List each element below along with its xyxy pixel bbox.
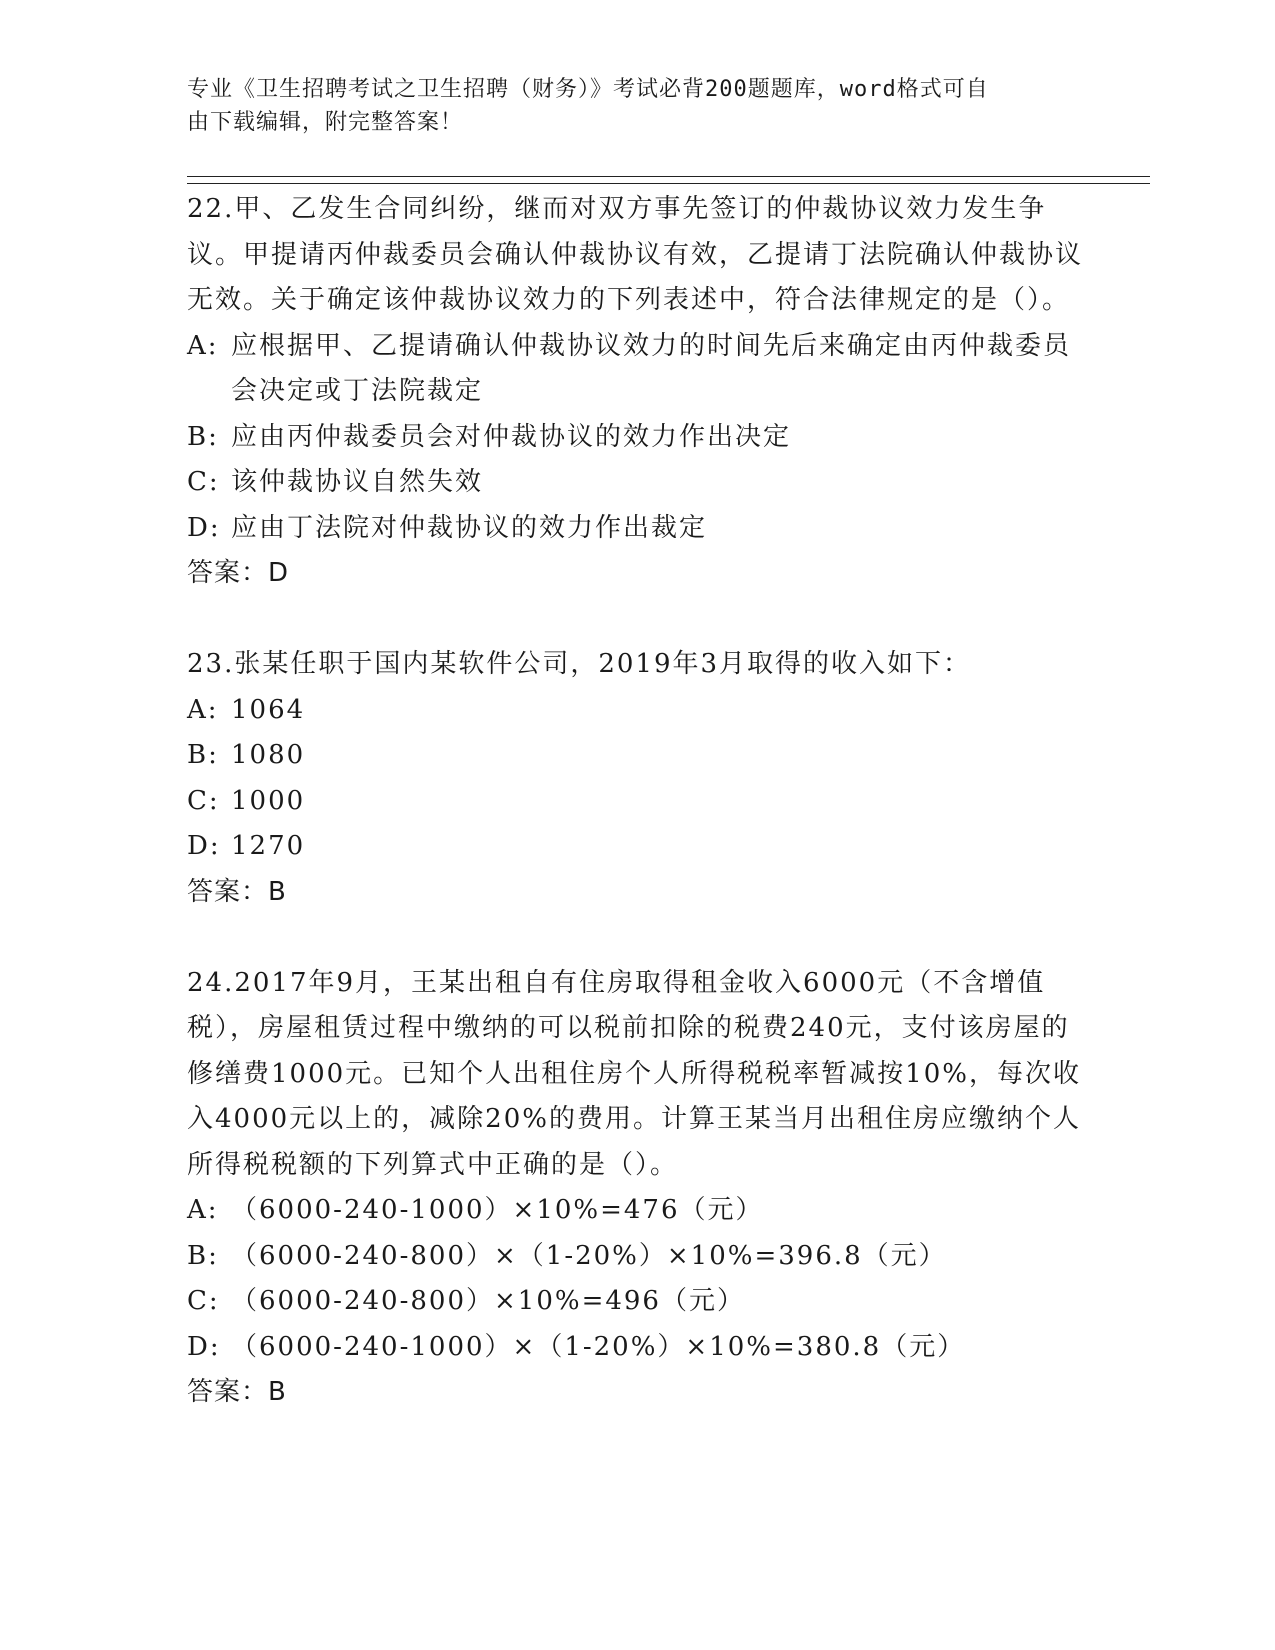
option-d [187, 1325, 1087, 1371]
spacer [187, 915, 1087, 961]
option-text: 1270 [231, 831, 306, 861]
option-key: A: [187, 694, 219, 725]
question-23 [187, 642, 1087, 915]
option-c [187, 1279, 1087, 1325]
spacer [187, 597, 1087, 643]
option-d [187, 824, 1087, 870]
option-key: B: [187, 740, 219, 770]
answer-line: 答案：B [187, 876, 287, 907]
question-list [187, 187, 1087, 1416]
option-text: （6000-240-800）×（1-20%）×10%=396.8（元） [231, 1240, 947, 1271]
header-divider-top [187, 176, 1150, 177]
option-text: （6000-240-1000）×10%=476（元） [231, 1195, 764, 1225]
option-key: D: [187, 1331, 221, 1362]
option-text: （6000-240-800）×10%=496（元） [231, 1286, 745, 1316]
option-text: 应根据甲、乙提请确认仲裁协议效力的时间先后来确定由丙仲裁委员会决定或丁法院裁定 [231, 330, 1072, 406]
option-text: 1064 [231, 694, 306, 725]
option-text: （6000-240-1000）×（1-20%）×10%=380.8（元） [231, 1331, 966, 1362]
question-stem: 22.甲、乙发生合同纠纷，继而对双方事先签订的仲裁协议效力发生争议。甲提请丙仲裁委员会确认仲裁协议有效，乙提请丁法院确认仲裁协议无效。关于确定该仲裁协议效力的下列表述中，符合法律规定的是（）。 [187, 194, 1084, 315]
option-key: C: [187, 1286, 220, 1316]
option-text: 该仲裁协议自然失效 [231, 467, 484, 497]
option-text: 应由丙仲裁委员会对仲裁协议的效力作出决定 [231, 421, 792, 452]
option-key: D: [187, 831, 221, 861]
header-divider-bottom [187, 183, 1150, 184]
option-c [187, 460, 1087, 506]
option-key: A: [187, 1195, 219, 1225]
option-key: B: [187, 1240, 219, 1271]
option-key: C: [187, 467, 220, 497]
option-text: 1000 [231, 785, 306, 816]
option-key: C: [187, 785, 220, 816]
option-text: 应由丁法院对仲裁协议的效力作出裁定 [231, 512, 708, 543]
option-key: A: [187, 330, 219, 361]
option-b [187, 1234, 1087, 1280]
question-stem: 24.2017年9月，王某出租自有住房取得租金收入6000元（不含增值税），房屋租赁过程中缴纳的可以税前扣除的税费240元，支付该房屋的修缮费1000元。已知个人出租住房个人所得税税率暂减按10%，每次收入4000元以上的，减除20%的费用。计算王某当月出租住房应缴纳个人所得税税额的下列算式中正确的是（）。 [187, 967, 1081, 1180]
option-d [187, 506, 1087, 552]
document-header [187, 73, 1087, 139]
option-c [187, 779, 1087, 825]
option-key: B: [187, 421, 219, 452]
option-b [187, 415, 1087, 461]
option-key: D: [187, 512, 221, 543]
option-a [187, 688, 1087, 734]
question-stem: 23.张某任职于国内某软件公司，2019年3月取得的收入如下： [187, 649, 972, 679]
header-line-1: 专业《卫生招聘考试之卫生招聘（财务）》考试必背200题题库，word格式可自 [187, 77, 989, 102]
answer-line: 答案：B [187, 1377, 287, 1407]
header-line-2: 由下载编辑，附完整答案！ [187, 110, 464, 135]
option-text: 1080 [231, 740, 306, 770]
option-b [187, 733, 1087, 779]
question-22 [187, 187, 1087, 597]
answer-line: 答案：D [187, 558, 290, 588]
question-24 [187, 961, 1087, 1416]
option-a [187, 1188, 1087, 1234]
option-a [187, 324, 1087, 415]
